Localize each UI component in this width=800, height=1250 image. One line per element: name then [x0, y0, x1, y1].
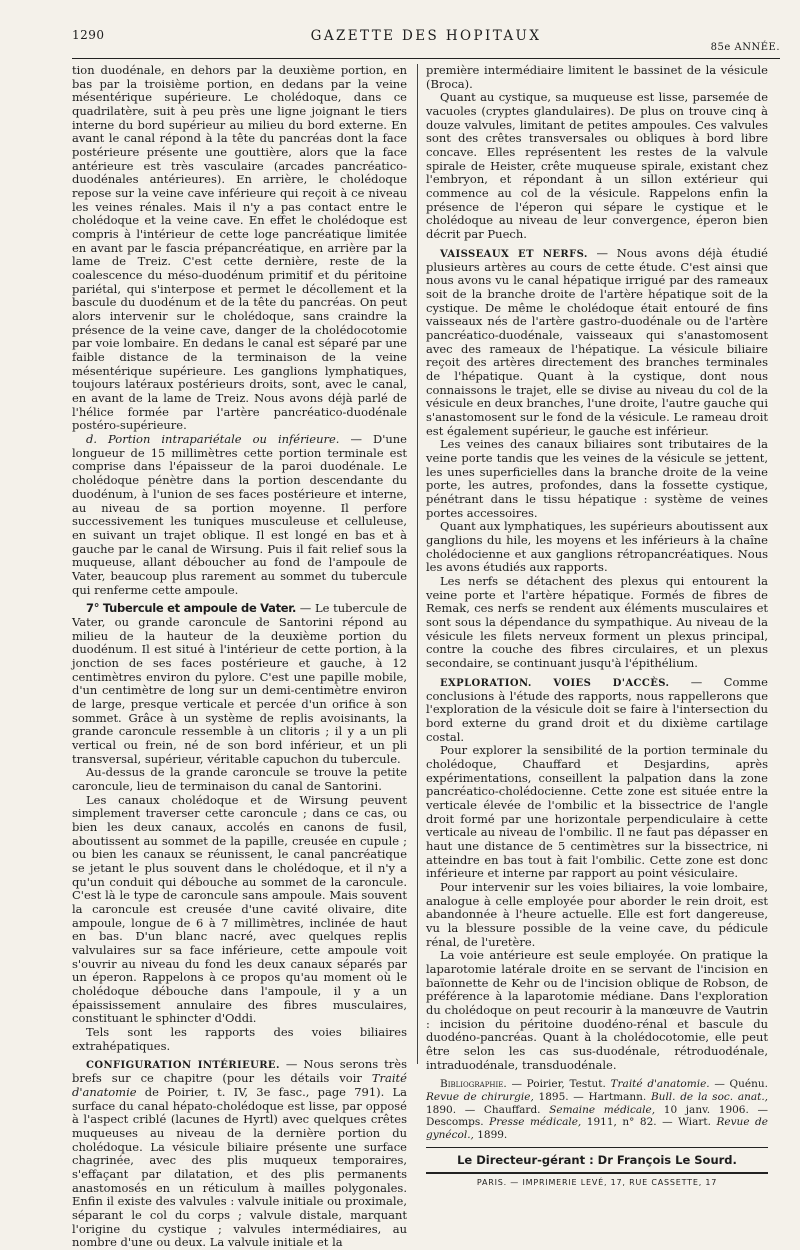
end-rule: [426, 1147, 768, 1148]
director-signature: Le Directeur-gérant : Dr François Le Sourd.: [457, 1153, 737, 1168]
year-label: 85e ANNÉE.: [710, 42, 780, 53]
paragraph: Les veines des canaux biliaires sont tributaires de la veine porte tandis que les veines de la vésicule se jettent, les unes superficielles dans la branche droite de la veine porte, les autres, profondes, dans la fossette cystique, pénétrant dans le tissu hépatique : système de veines portes accessoires.: [426, 437, 768, 520]
paragraph-text: — Comme conclusions à l'étude des rapports, nous rappellerons que l'exploration de la vésicule doit se faire à l'intersection du bord externe du grand droit et du dixième cartilage costal.: [426, 674, 768, 744]
paragraph: [426, 247, 768, 439]
paragraph: Pour explorer la sensibilité de la portion terminale du cholédoque, Chauffard et Desjardins, après expérimentations, conseillent la palpation dans la zone pancréatico-cholédocienne. Cette zone est située entre la verticale élevée de l'ombilic et la bissectrice de l'angle droit formé par une horizontale perpendiculaire à cette verticale au niveau de l'ombilic. Il ne faut pas dépasser en haut une distance de 5 centimètres sur la bissectrice, ni atteindre en bas tout à fait l'ombilic. Cette zone est donc inférieure et interne par rapport au point vésiculaire.: [426, 743, 768, 881]
header-rule: [72, 58, 780, 59]
page-header: [72, 26, 780, 52]
paragraph: La voie antérieure est seule employée. On pratique la laparotomie latérale droite en se servant de l'incision en baïonnette de Kehr ou de l'incision oblique de Robson, de préférence à la laparotomie médiane. Dans l'exploration du cholédoque on peut recourir à la manœuvre de Vautrin : incision du péritoine duodéno-rénal et bascule du duodéno-pancréas. Quant à la cholédocotomie, elle peut être selon les cas sus-duodénale, rétroduodénale, intraduodénale, transduodénale.: [426, 948, 768, 1072]
citation-title: Revue de chirurgie,: [426, 1091, 534, 1104]
bibliography-text: 10 janv. 1906. — Descomps.: [426, 1103, 768, 1129]
bibliography-text: 1899.: [473, 1128, 508, 1141]
citation-title: Presse médicale,: [489, 1116, 582, 1129]
citation-title: Semaine médicale,: [549, 1103, 656, 1116]
paragraph-text: — Nous avons déjà étudié plusieurs artères au cours de cette étude. C'est ainsi que nous avons vu le canal hépatique irrigué par des rameaux soit de la branche droite de l'artère hépatique soit de la cystique. De même le cholédoque était entouré de fins vaisseaux nés de l'artère gastro-duodénale ou de l'artère pancréatico-duodénale, vaisseaux qui s'anastomosent avec des rameaux de l'hépatique. La vésicule biliaire reçoit des artères directement des branches terminales de l'hépatique. Quant à la cystique, dont nous connaissons le trajet, elle se divise au niveau du col de la vésicule en deux branches, l'une droite, l'autre gauche qui s'anastomosent sur le fond de la vésicule. Le rameau droit est également supérieur, le gauche est inférieur.: [426, 245, 768, 438]
citation-title: Revue de gynécol.,: [426, 1116, 768, 1141]
section-heading: VAISSEAUX ET NERFS.: [440, 248, 588, 260]
paragraph: Pour intervenir sur les voies biliaires, la voie lombaire, analogue à celle employée pour aborder le rein droit, est abandonnée à l'heure actuelle. Elle est fort dangereuse, vu la blessure possible de la veine cave, du pédicule rénal, de l'uretère.: [426, 880, 768, 949]
paragraph-text: de Poirier, t. IV, 3e fasc., page 791). La surface du canal hépato-cholédoque est lisse, par opposé à l'aspect criblé (lacunes de Hyrtl) avec quelques crêtes muqueuses au niveau de la dernière portion du cholédoque. La vésicule biliaire présente une surface chagrinée, avec des plis muqueux temporaires, s'effaçant par dilatation, et des plis permanents anastomosés en un réticulum à mailles polygonales. Enfin il existe des valvules : valvule initiale ou proximale, séparant le col du corps ; valvule distale, marquant l'origine du cystique ; valvules intermédiaires, au nombre d'une ou deux. La valvule initiale et la: [72, 1084, 407, 1250]
bibliography-text: — Poirier, Testut.: [506, 1078, 611, 1091]
left-column: [72, 64, 407, 1250]
paragraph: [72, 602, 407, 766]
paragraph: tion duodénale, en dehors par la deuxième portion, en bas par la troisième portion, en dedans par la veine mésentérique supérieure. Le cholédoque, dans ce quadrilatère, suit à peu près une ligne joignant le tiers interne du bord supérieur au milieu du bord externe. En avant le canal répond à la tête du pancréas dont la face postérieure présente une gouttière, alors que la face antérieure est très vasculaire (arcades pancréatico-duodénales antérieures). En arrière, le cholédoque repose sur la veine cave inférieure qui reçoit à ce niveau les veines rénales. Mais il n'y a pas contact entre le cholédoque et la veine cave. En effet le cholédoque est compris à l'intérieur de cette loge pancréatique limitée en avant par le fascia prépancréatique, en arrière par la lame de Treiz. C'est cette dernière, reste de la coalescence du méso-duodénum primitif et du péritoine pariétal, qui s'interpose et permet le décollement et la bascule du duodénum et de la tête du pancréas. On peut alors intervenir sur le cholédoque, sans craindre la présence de la veine cave, danger de la cholédocotomie par voie lombaire. En dedans le canal est séparé par une faible distance de la terminaison de la veine mésentérique supérieure. Les ganglions lymphatiques, toujours latéraux postérieurs droits, sont, avec le canal, en avant de la lame de Treiz. Nous avons déjà parlé de l'hélice formée par l'artère pancréatico-duodénale postéro-supérieure.: [72, 63, 407, 433]
journal-title: GAZETTE DES HOPITAUX: [310, 28, 542, 44]
paragraph: Quant aux lymphatiques, les supérieurs aboutissent aux ganglions du hile, les moyens et les inférieurs à la chaîne cholédocienne et aux ganglions rétropancréatiques. Nous les avons étudiés aux rapports.: [426, 519, 768, 575]
citation-title: Traité d'anatomie.: [610, 1078, 710, 1091]
section-lead: d. Portion intrapariétale ou inférieure.: [86, 432, 340, 447]
paragraph: Les canaux cholédoque et de Wirsung peuvent simplement traverser cette caroncule ; dans ce cas, ou bien les deux canaux, accolés en canons de fusil, aboutissent au sommet de la papille, creusée en cupule ; ou bien les canaux se réunissent, le canal pancréatique se jetant le plus souvent dans le cholédoque, et il n'y a qu'un conduit qui débouche au sommet de la caroncule. C'est là le type de caroncule sans ampoule. Mais souvent la caroncule est creusée d'une cavité olivaire, dite ampoule, longue de 6 à 7 millimètres, inclinée de haut en bas. D'un blanc nacré, avec quelques replis valvulaires sur sa face inférieure, cette ampoule voit s'ouvrir au niveau du fond les deux canaux séparés par un éperon. Rappelons à ce propos qu'au moment où le cholédoque débouche dans l'ampoule, il y a un épaississement annulaire des fibres musculaires, constituant le sphincter d'Oddi.: [72, 792, 407, 1026]
paragraph-text: — Nous serons très brefs sur ce chapitre (pour les détails voir: [72, 1057, 407, 1086]
bibliography-text: 1895. — Hartmann.: [533, 1091, 651, 1104]
paragraph-text: — Le tubercule de Vater, ou grande caroncule de Santorini répond au milieu de la hauteur de la deuxième portion du duodénum. Il est situé à l'intérieur de cette portion, à la jonction de ses faces postérieure et gauche, à 12 centimètres environ du pylore. C'est une papille mobile, d'un centimètre de long sur un demi-centimètre environ de large, presque verticale et percée d'un orifice à son sommet. Grâce à un système de replis avoisinants, la grande caroncule ressemble à un clitoris ; il y a un pli vertical ou frein, né de son bord inférieur, et un pli transversal, supérieur, véritable capuchon du tubercule.: [72, 601, 407, 766]
paragraph: Tels sont les rapports des voies biliaires extrahépatiques.: [72, 1025, 407, 1053]
bibliography-text: 1890. — Chauffard.: [426, 1103, 550, 1116]
citation-title: Bull. de la soc. anat.,: [650, 1091, 768, 1104]
section-heading: 7° Tubercule et ampoule de Vater.: [86, 601, 297, 616]
right-column: [426, 64, 768, 1188]
book-title: Traité d'anatomie: [72, 1071, 407, 1099]
paragraph: Quant au cystique, sa muqueuse est lisse, parsemée de vacuoles (cryptes glandulaires). De plus on trouve cinq à douze valvules, limitant de petites ampoules. Ces valvules sont des crêtes transversales ou obliques à bord libre concave. Elles représentent les restes de la valvule spirale de Heister, crête muqueuse spirale, existant chez l'embryon, et répondant à un sillon extérieur qui commence au col de la vésicule. Rappelons enfin la présence de l'éperon qui sépare le cystique et le cholédoque au niveau de leur convergence, éperon bien décrit par Puech.: [426, 90, 768, 242]
paragraph: Au-dessus de la grande caroncule se trouve la petite caroncule, lieu de terminaison du canal de Santorini.: [72, 765, 407, 793]
end-rule-double: [426, 1172, 768, 1174]
bibliography: [426, 1078, 768, 1141]
section-heading: EXPLORATION. VOIES D'ACCÈS.: [440, 677, 670, 689]
paragraph: [72, 433, 407, 597]
column-divider: [417, 64, 418, 1064]
section-heading: CONFIGURATION INTÉRIEURE.: [86, 1060, 280, 1072]
page-number: 1290: [72, 28, 105, 42]
printer-line: PARIS. — IMPRIMERIE LEVÉ, 17, RUE CASSETTE, 17: [476, 1178, 718, 1188]
bibliography-text: 1911, n° 82. — Wiart.: [581, 1116, 717, 1129]
paragraph: Les nerfs se détachent des plexus qui entourent la veine porte et l'artère hépatique. Formés de fibres de Remak, ces nerfs se rendent aux éléments musculaires et sont sous la dépendance du sympathique. Au niveau de la vésicule les filets nerveux forment un plexus principal, contre la couche des fibres circulaires, et un plexus secondaire, se continuant jusqu'à l'épithélium.: [426, 574, 768, 671]
paragraph-text: — D'une longueur de 15 millimètres cette portion terminale est comprise dans l'épaisseur de la paroi duodénale. Le cholédoque pénètre dans la portion descendante du duodénum, à l'union de ses faces postérieure et interne, au niveau de sa portion moyenne. Il perfore successivement les tuniques musculeuse et celluleuse, en suivant un trajet oblique. Il est longé en bas et à gauche par le canal de Wirsung. Puis il fait relief sous la muqueuse, allant déboucher au fond de l'ampoule de Vater, beaucoup plus rarement au sommet du tubercule qui renferme cette ampoule.: [72, 432, 407, 597]
paragraph: première intermédiaire limitent le bassinet de la vésicule (Broca).: [426, 63, 768, 91]
bibliography-text: — Quénu.: [709, 1078, 768, 1091]
paragraph: [426, 676, 768, 745]
paragraph: [72, 1058, 407, 1250]
bibliography-label: Bibliographie.: [440, 1078, 507, 1091]
